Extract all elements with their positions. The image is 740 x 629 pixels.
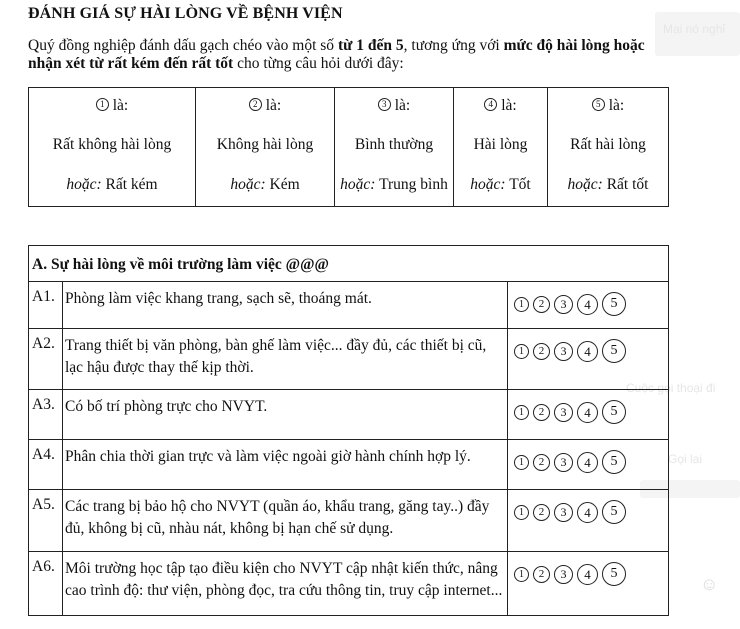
legend-label: Rất hài lòng <box>570 136 646 153</box>
rating-options <box>508 390 669 440</box>
question-row <box>29 490 669 552</box>
legend-cell <box>335 88 454 207</box>
intro-text-1: Quý đồng nghiệp đánh dấu gạch chéo vào một số <box>28 37 338 54</box>
rating-option-4[interactable]: 4 <box>577 402 598 423</box>
rating-option-5[interactable]: 5 <box>602 292 626 316</box>
question-text: Phân chia thời gian trực và làm việc ngoài giờ hành chính hợp lý. <box>63 440 508 490</box>
question-code: A3. <box>29 390 63 440</box>
rating-option-2[interactable]: 2 <box>533 343 550 360</box>
rating-option-3[interactable]: 3 <box>554 565 573 584</box>
intro-bold-2: mức độ hài lòng hoặc nhận xét từ rất kém đến rất tốt <box>28 37 645 72</box>
rating-option-2[interactable]: 2 <box>533 504 550 521</box>
legend-cell <box>29 88 196 207</box>
rating-option-5[interactable]: 5 <box>602 400 626 424</box>
rating-option-1[interactable]: 1 <box>514 455 529 470</box>
rating-option-3[interactable]: 3 <box>554 503 573 522</box>
rating-options <box>508 282 669 329</box>
question-code: A6. <box>29 552 63 616</box>
rating-option-2[interactable]: 2 <box>533 566 550 583</box>
circle-1-icon: 1 <box>96 98 109 111</box>
rating-option-5[interactable]: 5 <box>602 562 626 586</box>
ghost-call-text: Cuộc gọi thoại đi <box>626 381 716 395</box>
intro-text-3: cho từng câu hỏi dưới đây: <box>233 55 404 72</box>
legend-alt: Rất kém <box>105 176 158 193</box>
legend-alt-prefix: hoặc: <box>230 176 266 193</box>
rating-options <box>508 440 669 490</box>
question-row <box>29 440 669 490</box>
question-code: A2. <box>29 329 63 390</box>
question-text: Các trang bị bảo hộ cho NVYT (quần áo, khẩu trang, găng tay..) đầy đủ, không bị cũ, nhàu nát, không bị hạn chế sử dụng. <box>63 490 508 552</box>
rating-option-3[interactable]: 3 <box>554 453 573 472</box>
legend-alt: Tốt <box>509 176 531 193</box>
rating-option-2[interactable]: 2 <box>533 296 550 313</box>
intro-text-2: , tương ứng với <box>403 37 504 54</box>
question-text: Trang thiết bị văn phòng, bàn ghế làm việc... đầy đủ, các thiết bị cũ, lạc hậu được thay thế kịp thời. <box>63 329 508 390</box>
question-row <box>29 552 669 616</box>
rating-option-3[interactable]: 3 <box>554 403 573 422</box>
legend-cell <box>196 88 335 207</box>
legend-label: Không hài lòng <box>216 136 314 153</box>
rating-option-4[interactable]: 4 <box>577 294 598 315</box>
rating-option-5[interactable]: 5 <box>602 339 626 363</box>
legend-alt-prefix: hoặc: <box>340 176 376 193</box>
ghost-callback-text: Gọi lại <box>668 452 703 466</box>
intro-bold-1: từ 1 đến 5 <box>337 37 404 54</box>
legend-alt: Rất tốt <box>606 176 649 193</box>
ghost-emoji-icon: ☺ <box>700 574 719 594</box>
rating-option-1[interactable]: 1 <box>514 505 529 520</box>
ghost-chat-text: Mai nó nghỉ <box>663 22 726 36</box>
circle-2-icon: 2 <box>249 98 262 111</box>
circle-5-icon: 5 <box>592 98 605 111</box>
legend-alt-prefix: hoặc: <box>470 176 506 193</box>
rating-option-1[interactable]: 1 <box>514 297 529 312</box>
rating-option-1[interactable]: 1 <box>514 567 529 582</box>
circle-4-icon: 4 <box>484 98 497 111</box>
circle-3-icon: 3 <box>378 98 391 111</box>
section-title: A. Sự hài lòng về môi trường làm việc @@@ <box>29 246 669 282</box>
rating-option-2[interactable]: 2 <box>533 454 550 471</box>
question-text: Phòng làm việc khang trang, sạch sẽ, thoáng mát. <box>63 282 508 329</box>
rating-option-4[interactable]: 4 <box>577 502 598 523</box>
legend-label: Hài lòng <box>473 136 528 153</box>
legend-alt: Trung bình <box>379 176 448 193</box>
legend-alt-prefix: hoặc: <box>66 176 102 193</box>
legend-label: Bình thường <box>354 136 434 153</box>
question-text: Môi trường học tập tạo điều kiện cho NVYT cập nhật kiến thức, nâng cao trình độ: thư viện, phòng đọc, tra cứu thông tin, truy cập internet... <box>63 552 508 616</box>
rating-option-2[interactable]: 2 <box>533 404 550 421</box>
legend-la: là: <box>501 97 517 114</box>
rating-legend-table <box>28 87 669 207</box>
question-row <box>29 282 669 329</box>
rating-option-4[interactable]: 4 <box>577 564 598 585</box>
rating-option-1[interactable]: 1 <box>514 344 529 359</box>
legend-la: là: <box>394 97 411 114</box>
rating-option-5[interactable]: 5 <box>602 500 626 524</box>
rating-options <box>508 552 669 616</box>
question-row <box>29 390 669 440</box>
rating-option-3[interactable]: 3 <box>554 295 573 314</box>
survey-table <box>28 245 669 616</box>
legend-alt-prefix: hoặc: <box>567 176 603 193</box>
rating-option-5[interactable]: 5 <box>602 450 626 474</box>
question-code: A5. <box>29 490 63 552</box>
legend-la: là: <box>265 97 282 114</box>
legend-label: Rất không hài lòng <box>52 136 172 153</box>
legend-la: là: <box>608 97 625 114</box>
instructions <box>28 37 668 73</box>
question-code: A4. <box>29 440 63 490</box>
legend-cell <box>454 88 548 207</box>
rating-options <box>508 490 669 552</box>
legend-alt: Kém <box>269 176 300 193</box>
question-text: Có bố trí phòng trực cho NVYT. <box>63 390 508 440</box>
question-row <box>29 329 669 390</box>
rating-option-3[interactable]: 3 <box>554 342 573 361</box>
question-code: A1. <box>29 282 63 329</box>
rating-option-4[interactable]: 4 <box>577 341 598 362</box>
legend-la: là: <box>112 97 129 114</box>
legend-cell <box>548 88 669 207</box>
page-title: ĐÁNH GIÁ SỰ HÀI LÒNG VỀ BỆNH VIỆN <box>28 5 343 22</box>
rating-options <box>508 329 669 390</box>
rating-option-1[interactable]: 1 <box>514 405 529 420</box>
rating-option-4[interactable]: 4 <box>577 452 598 473</box>
